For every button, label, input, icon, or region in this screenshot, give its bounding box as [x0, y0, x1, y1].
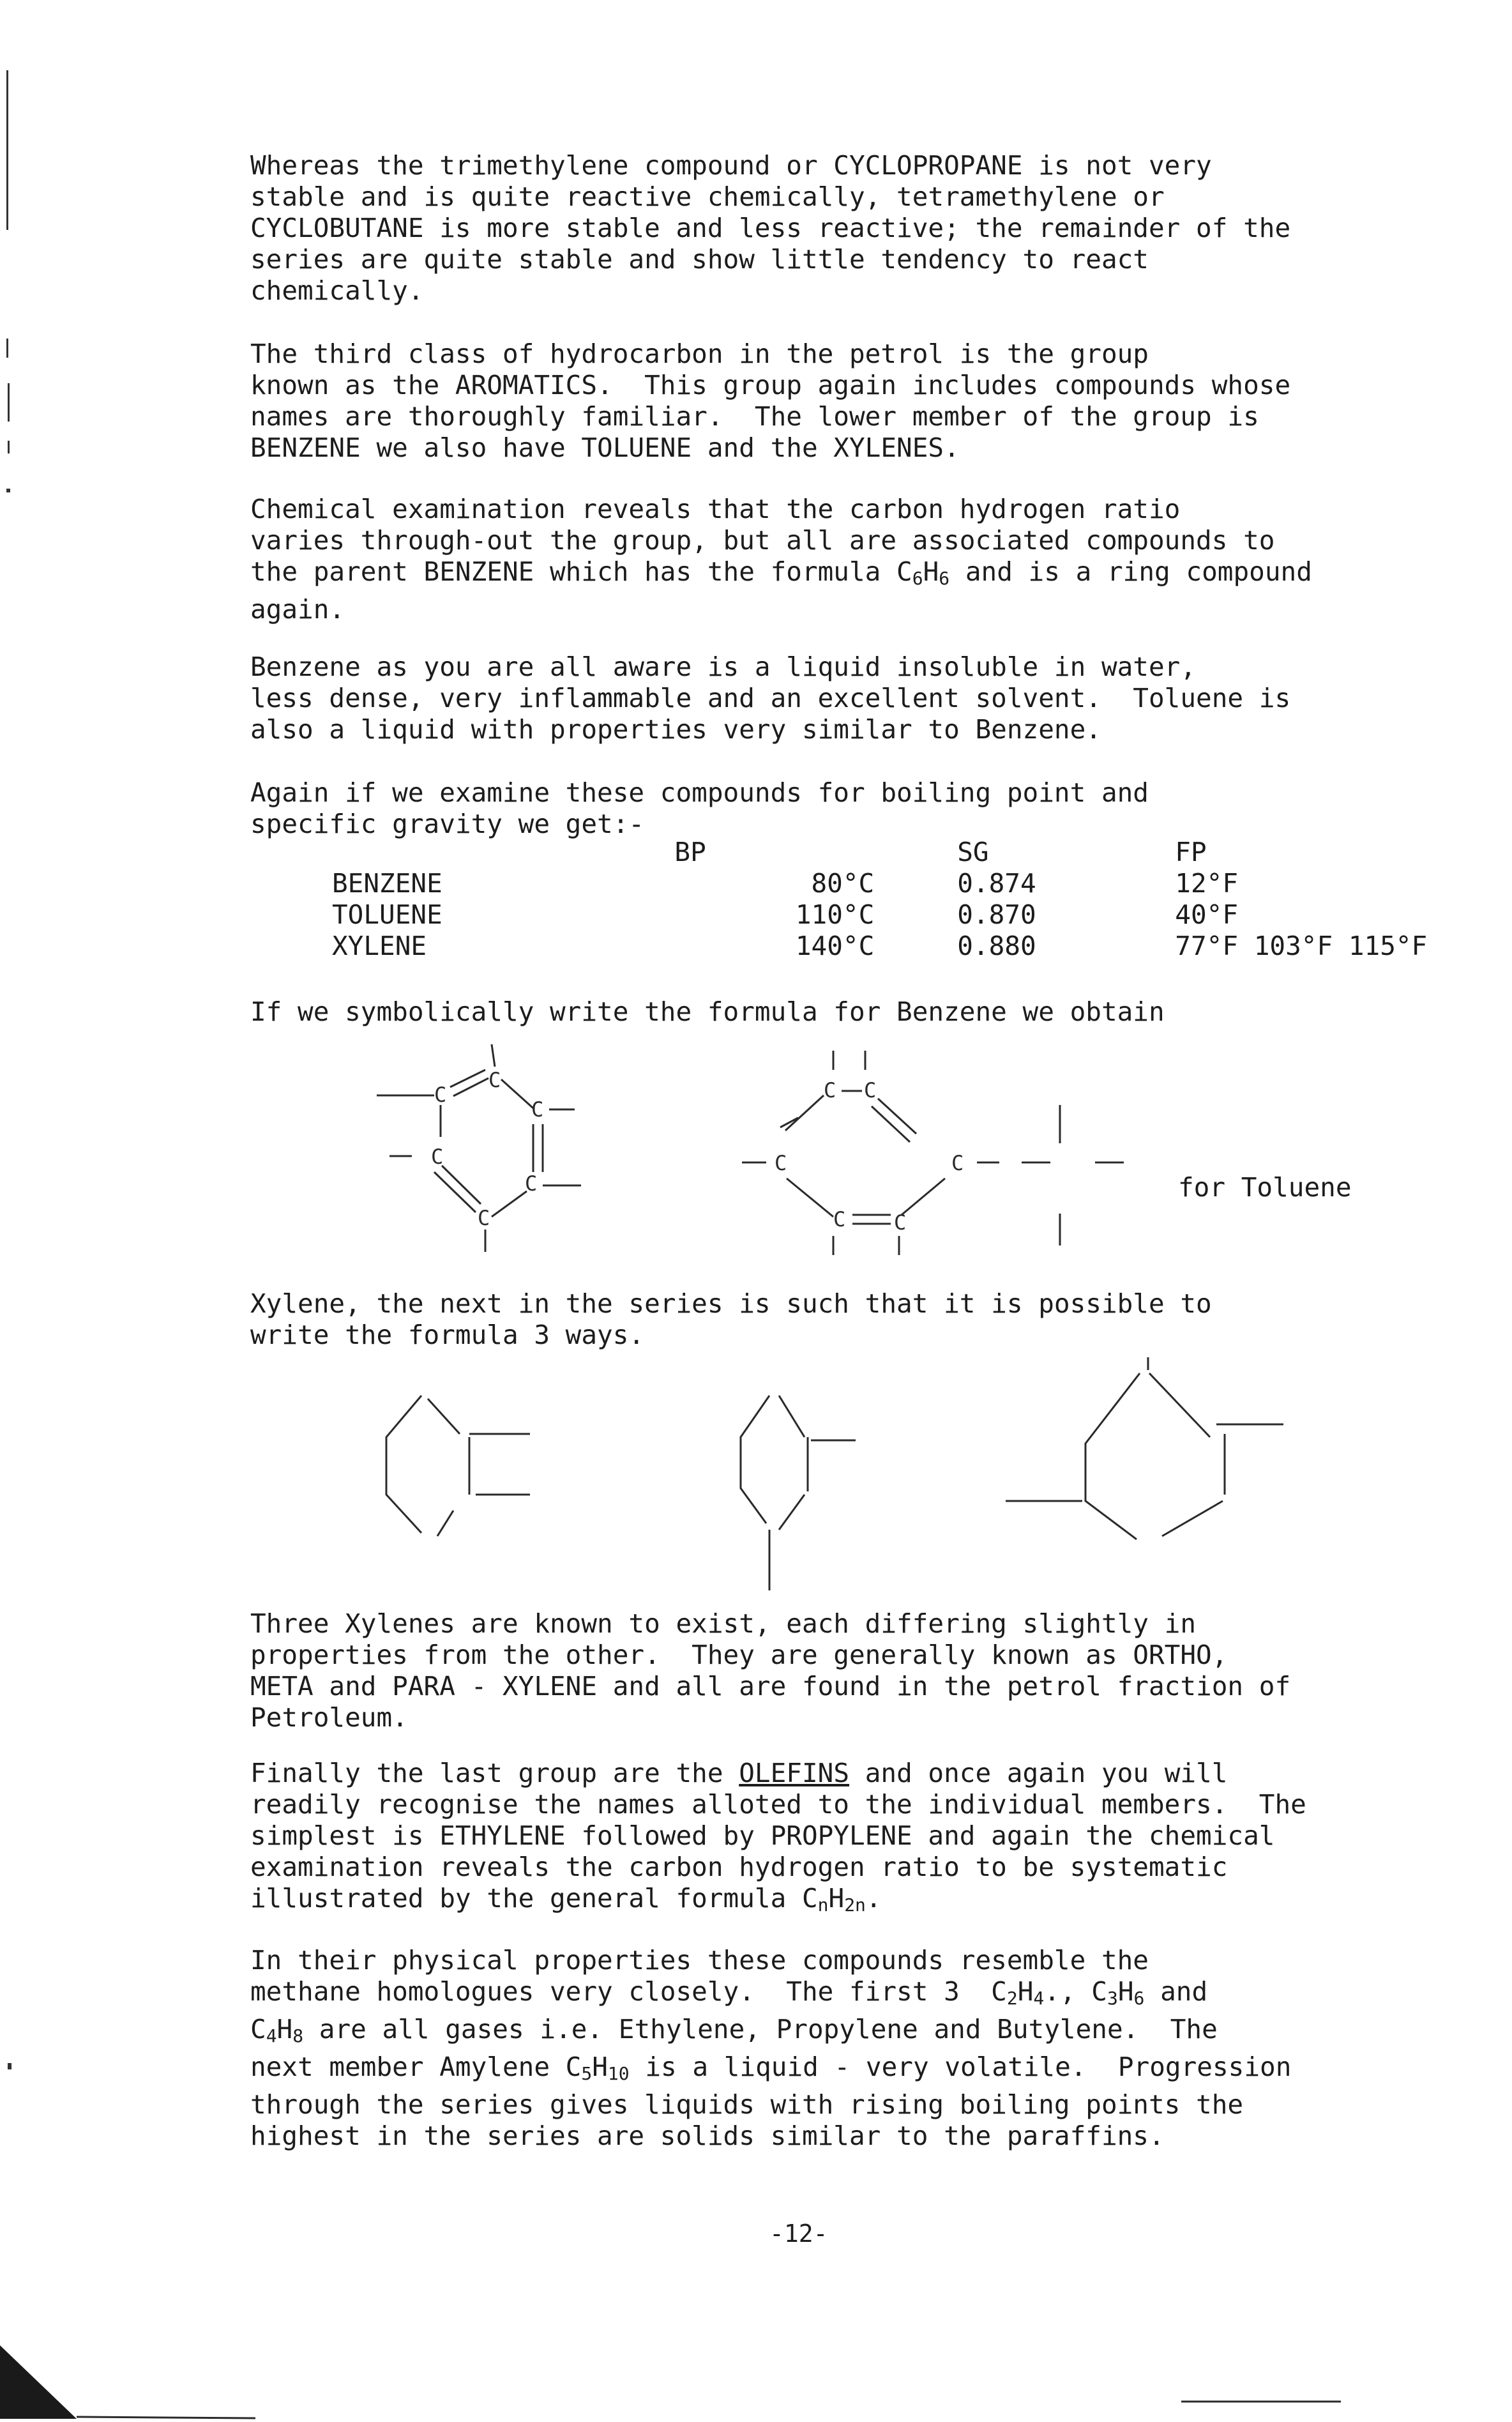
xylene-structure-ortho: [358, 1392, 549, 1584]
margin-mark: [8, 441, 10, 453]
toluene-substituent-lines: [1022, 1099, 1111, 1265]
xylene-structure-meta: [709, 1392, 875, 1603]
benzene-structure-1: [364, 1041, 632, 1252]
paragraph-aromatics: The third class of hydrocarbon in the petrol is the group known as the AROMATICS. This group again includes compounds whose names are thoroughly familiar. The lower member of the group is BENZENE we also have TOLUENE and the XYLENES.: [250, 339, 1291, 463]
table-row: [332, 931, 1512, 962]
atom-label: C: [824, 1078, 836, 1102]
atom-label: C: [951, 1151, 964, 1175]
specific-gravity: 0.880: [957, 931, 1036, 961]
table-row: [332, 868, 1512, 899]
benzene-structure-2: [734, 1047, 1028, 1258]
header-sg: SG: [957, 837, 989, 867]
atom-label: C: [431, 1145, 444, 1169]
paragraph-xylene-intro: Xylene, the next in the series is such that it is possible to write the formula 3 ways.: [250, 1288, 1212, 1350]
boiling-point: 140°C: [795, 931, 875, 961]
atom-label: C: [531, 1097, 544, 1122]
paragraph-cyclo: Whereas the trimethylene compound or CYCLOPROPANE is not very stable and is quite reactive chemically, tetramethylene or CYCLOBUTANE is more stable and less reactive; the remainder of the series are quite stable and show little tendency to react chemically.: [250, 150, 1291, 306]
specific-gravity: 0.870: [957, 899, 1036, 930]
paragraph-symbolic: If we symbolically write the formula for Benzene we obtain: [250, 996, 1165, 1027]
margin-mark: [6, 339, 8, 358]
table-header-row: [332, 837, 1512, 868]
header-fp: FP: [1175, 837, 1207, 867]
boiling-point: 80°C: [811, 868, 875, 899]
atom-label: C: [525, 1171, 538, 1196]
page-number: -12-: [769, 2220, 828, 2248]
freezing-point: 77°F 103°F 115°F: [1175, 931, 1428, 961]
atom-label: C: [434, 1083, 447, 1107]
freezing-point: 12°F: [1175, 868, 1239, 899]
xylene-structure-para: [958, 1354, 1290, 1565]
paragraph-examine: Again if we examine these compounds for boiling point and specific gravity we get:-: [250, 777, 1149, 839]
specific-gravity: 0.874: [957, 868, 1036, 899]
paragraph-benzene-formula: Chemical examination reveals that the carbon hydrogen ratio varies through-out the group, but all are associated compounds to the parent BENZENE which has the formula $C_6H_6$ and is a ring compound again.: [250, 494, 1312, 625]
paragraph-olefins: Finally the last group are the OLEFINS and once again you will readily recognise the names alloted to the individual members. The simplest is ETHYLENE followed by PROPYLENE and again the chemical examination reveals the carbon hydrogen ratio to be systematic illustrated by the general formula $C_nH_{2n}$.: [250, 1758, 1306, 1916]
compound-name: BENZENE: [332, 868, 442, 899]
atom-label: C: [833, 1207, 846, 1231]
margin-mark: [6, 70, 8, 230]
atom-label: C: [864, 1078, 877, 1102]
atom-label: C: [894, 1210, 907, 1235]
corner-shadow: [0, 2345, 255, 2422]
compound-name: TOLUENE: [332, 899, 442, 930]
margin-mark: [8, 2063, 11, 2069]
paragraph-physical-properties: In their physical properties these compounds resemble the methane homologues very closely. The first 3 $C_2H_4$., $C_3H_6$ and $C_4H_8$ are all gases i.e. Ethylene, Propylene and Butylene. The next member Amylene $C_5H_{10}$ is a liquid - very volatile. Progression through the series gives liquids with rising boiling points the highest in the series are solids similar to the paraffins.: [250, 1945, 1292, 2151]
paragraph-benzene-properties: Benzene as you are all aware is a liquid insoluble in water, less dense, very inflammable and an excellent solvent. Toluene is also a liquid with properties very similar to Benzene.: [250, 651, 1291, 745]
margin-mark: [8, 383, 10, 422]
header-bp: BP: [674, 837, 706, 867]
paragraph-three-xylenes: Three Xylenes are known to exist, each differing slightly in properties from the other. They are generally known as ORTHO, META and PARA - XYLENE and all are found in the petrol fraction of Petroleum.: [250, 1608, 1291, 1733]
margin-mark: [6, 489, 10, 492]
properties-table: [332, 837, 1512, 962]
atom-label: C: [478, 1206, 490, 1230]
table-row: [332, 899, 1512, 931]
atom-label: C: [775, 1151, 787, 1175]
freezing-point: 40°F: [1175, 899, 1239, 930]
olefins-underlined: OLEFINS: [739, 1758, 850, 1788]
bottom-right-line: [1181, 2398, 1341, 2405]
toluene-label: for Toluene: [1178, 1172, 1352, 1203]
atom-label: C: [488, 1068, 501, 1092]
compound-name: XYLENE: [332, 931, 427, 961]
boiling-point: 110°C: [795, 899, 875, 930]
